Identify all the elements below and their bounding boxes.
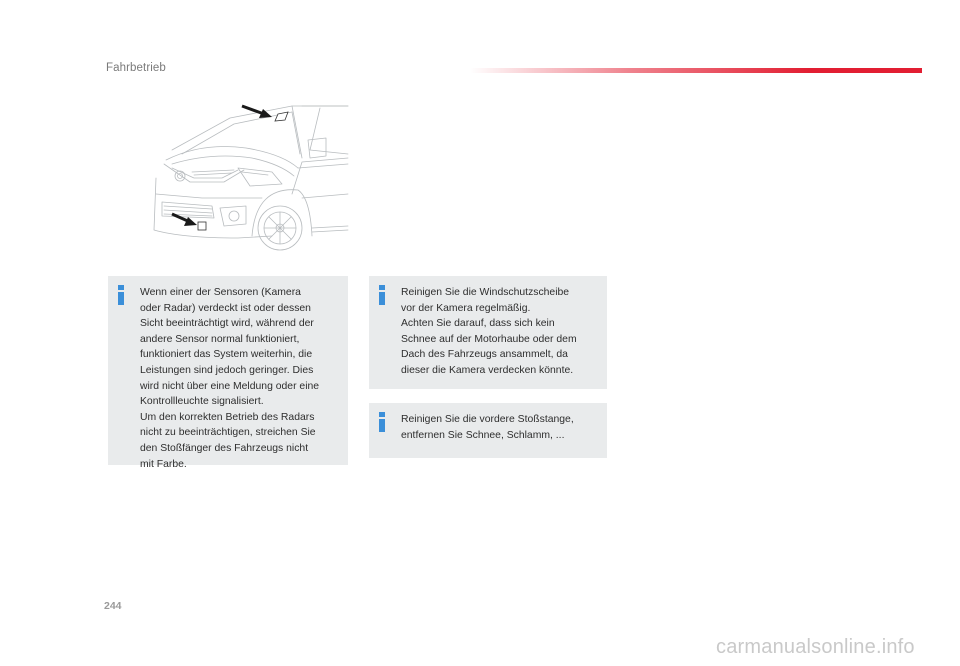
section-title: Fahrbetrieb	[106, 62, 166, 74]
info-icon	[377, 412, 387, 432]
note-text: Reinigen Sie die vordere Stoßstange, entfernen Sie Schnee, Schlamm, ...	[401, 414, 574, 441]
watermark: carmanualsonline.info	[716, 636, 915, 658]
info-icon	[116, 285, 126, 305]
info-note-windshield	[369, 276, 607, 389]
page-number: 244	[104, 600, 122, 612]
info-icon	[377, 285, 387, 305]
info-note-sensors	[108, 276, 348, 470]
note-text: Wenn einer der Sensoren (Kamera oder Radar) verdeckt ist oder dessen Sicht beeinträchtigt wird, während der andere Sensor normal funktioniert, funktioniert das System weiterhin, die Leistungen sind jedoch geringer. Dies wird nicht über eine Meldung oder eine Kontrollleuchte signalisiert. Um den korrekten Betrieb des Radars nicht zu beeinträchtigen, streichen Sie den Stoßfänger des Fahrzeugs nicht mit Farbe.	[140, 287, 320, 470]
header-accent-bar	[470, 68, 922, 73]
van-front-sensors-illustration	[142, 98, 350, 266]
note-text: Reinigen Sie die Windschutzscheibe vor der Kamera regelmäßig. Achten Sie darauf, dass sich kein Schnee auf der Motorhaube oder dem Dach des Fahrzeugs ansammelt, da dieser die Kamera verdecken könnte.	[401, 287, 577, 376]
info-note-bumper	[369, 403, 607, 458]
